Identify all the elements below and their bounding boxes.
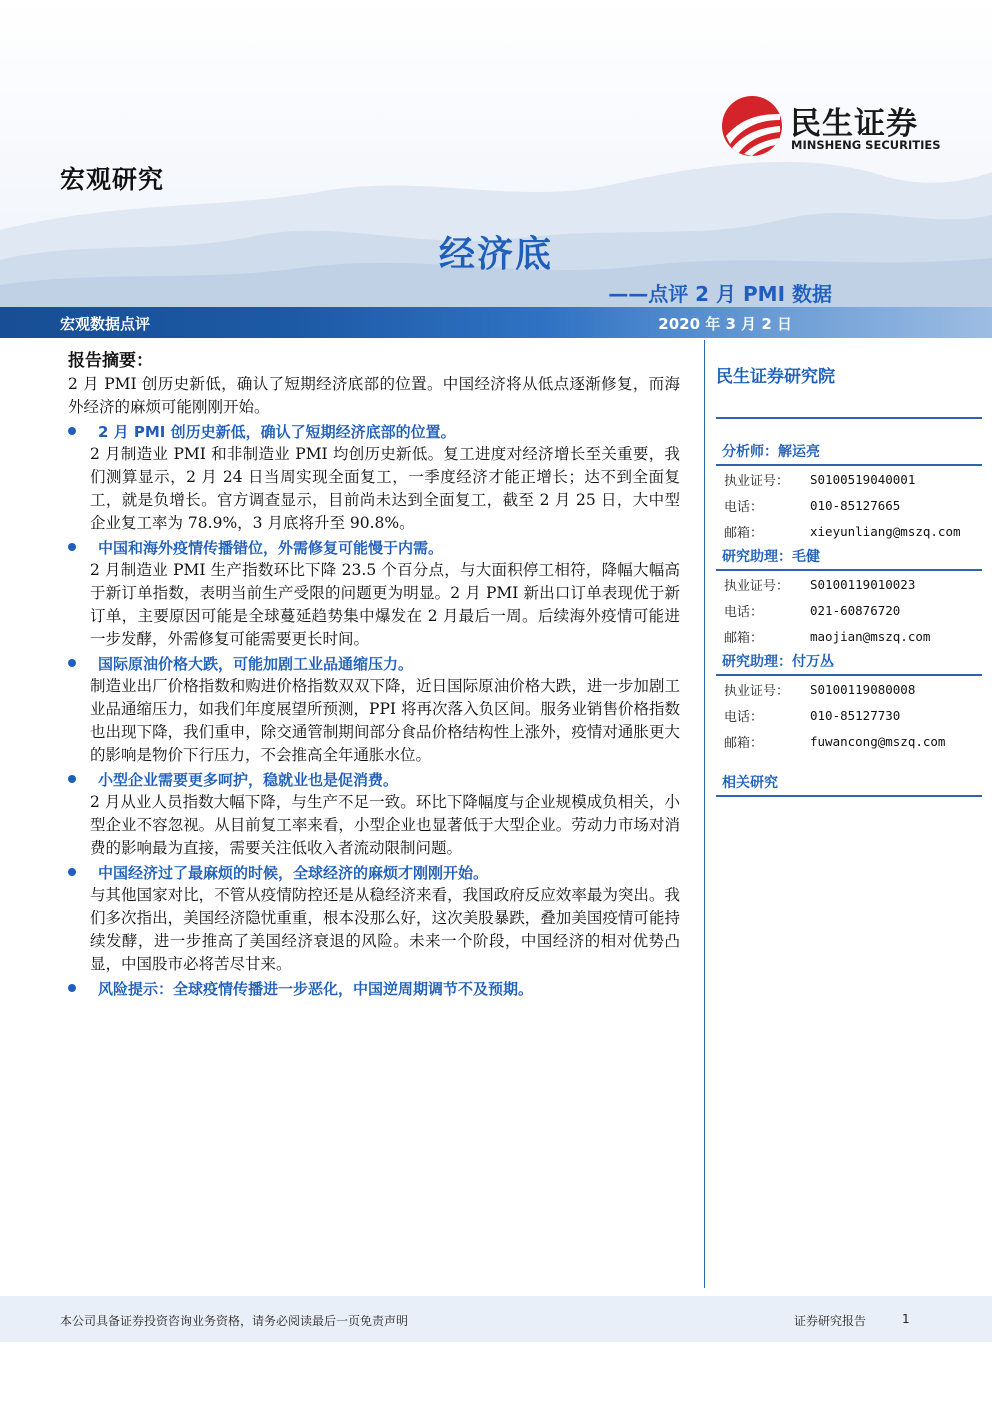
email-link[interactable]: fuwancong@mszq.com bbox=[810, 733, 946, 749]
company-logo bbox=[722, 96, 962, 156]
phone-row: 电话： 010-85127730 bbox=[724, 707, 901, 725]
report-date: 2020 年 3 月 2 日 bbox=[658, 315, 792, 333]
email-link[interactable]: xieyunliang@mszq.com bbox=[810, 523, 961, 539]
bullet-dot-icon bbox=[68, 984, 76, 992]
analyst-block bbox=[716, 546, 982, 649]
analyst-name: 研究助理：毛健 bbox=[716, 546, 982, 571]
email-row: 邮箱： maojian@mszq.com bbox=[724, 628, 931, 646]
bullet-body: 2 月从业人员指数大幅下降，与生产不足一致。环比下降幅度与企业规模成负相关，小型企业不容忽视。从目前复工率来看，小型企业也显著低于大型企业。劳动力市场对消费的影响最为直接，需要关注低收入者流动限制问题。 bbox=[90, 793, 680, 857]
cert-row: 执业证号： S0100119010023 bbox=[724, 576, 916, 594]
spacer bbox=[716, 756, 982, 772]
analyst-name: 研究助理：付万丛 bbox=[716, 651, 982, 676]
report-type-label: 宏观数据点评 bbox=[60, 315, 151, 333]
bullet-heading: 中国和海外疫情传播错位，外需修复可能慢于内需。 bbox=[68, 535, 680, 559]
bullet-heading: 小型企业需要更多呵护，稳就业也是促消费。 bbox=[68, 767, 680, 791]
email-row: 邮箱： fuwancong@mszq.com bbox=[724, 733, 946, 751]
bullet-heading: 国际原油价格大跌，可能加剧工业品通缩压力。 bbox=[68, 651, 680, 675]
bullet-heading: 中国经济过了最麻烦的时候，全球经济的麻烦才刚刚开始。 bbox=[68, 860, 680, 884]
phone-row: 电话： 010-85127665 bbox=[724, 497, 901, 515]
bullet-body: 2 月制造业 PMI 和非制造业 PMI 均创历史新低。复工进度对经济增长至关重要，我们测算显示，2 月 24 日当周实现全面复工，一季度经济才能正增长；达不到全面复工，就是负增长。官方调查显示，目前尚未达到全面复工，截至 2 月 25 日，大中型企业复工率为 78.9%，3 月底将升至 90.8%。 bbox=[90, 445, 680, 532]
email-link[interactable]: maojian@mszq.com bbox=[810, 628, 931, 644]
email-row: 邮箱： xieyunliang@mszq.com bbox=[724, 523, 961, 541]
analyst-block bbox=[716, 441, 982, 544]
bullet-dot-icon bbox=[68, 659, 76, 667]
bullet-dot-icon bbox=[68, 775, 76, 783]
cert-row: 执业证号： S0100119080008 bbox=[724, 681, 916, 699]
bullet-dot-icon bbox=[68, 868, 76, 876]
bullet-body: 制造业出厂价格指数和购进价格指数双双下降，近日国际原油价格大跌，进一步加剧工业品通缩压力，如我们年度展望所预测，PPI 将再次落入负区间。服务业销售价格指数也出现下降，我们重申，除交通管制期间部分食品价格结构性上涨外，疫情对通胀更大的影响是物价下行压力，不会推高全年通胀水位。 bbox=[90, 677, 680, 764]
report-subtitle: ——点评 2 月 PMI 数据 bbox=[608, 282, 832, 306]
report-title: 经济底 bbox=[438, 234, 553, 275]
logo-chinese-name: 民生证券 bbox=[790, 106, 918, 142]
footer-disclaimer: 本公司具备证券投资咨询业务资格，请务必阅读最后一页免责声明 bbox=[60, 1314, 409, 1328]
phone-row: 电话： 021-60876720 bbox=[724, 602, 901, 620]
logo-english-name: MINSHENG SECURITIES bbox=[791, 138, 941, 152]
column-divider bbox=[704, 340, 705, 1288]
logo-mark-icon bbox=[722, 96, 782, 156]
bullet-dot-icon bbox=[68, 543, 76, 551]
report-category: 宏观研究 bbox=[60, 165, 165, 194]
bullet-body: 与其他国家对比，不管从疫情防控还是从稳经济来看，我国政府反应效率最为突出。我们多次指出，美国经济隐忧重重，根本没那么好，这次美股暴跌，叠加美国疫情可能持续发酵，进一步推高了美国经济衰退的风险。未来一个阶段，中国经济的相对优势凸显，中国股市必将苦尽甘来。 bbox=[90, 886, 680, 973]
analyst-name: 分析师：解运亮 bbox=[716, 441, 982, 466]
related-research-heading: 相关研究 bbox=[716, 772, 982, 797]
institute-name: 民生证券研究院 bbox=[716, 367, 835, 387]
risk-warning: 风险提示：全球疫情传播进一步恶化，中国逆周期调节不及预期。 bbox=[68, 976, 680, 1000]
abstract-intro: 2 月 PMI 创历史新低，确认了短期经济底部的位置。中国经济将从低点逐渐修复，而海外经济的麻烦可能刚刚开始。 bbox=[68, 375, 680, 416]
bullet-heading: 2 月 PMI 创历史新低，确认了短期经济底部的位置。 bbox=[68, 419, 680, 443]
abstract-label: 报告摘要： bbox=[68, 351, 153, 371]
abstract-section bbox=[68, 346, 680, 1000]
bullet-dot-icon bbox=[68, 427, 76, 435]
page-number: 1 bbox=[902, 1312, 910, 1326]
cert-row: 执业证号： S0100519040001 bbox=[724, 471, 916, 489]
bullet-body: 2 月制造业 PMI 生产指数环比下降 23.5 个百分点，与大面积停工相符，降幅大幅高于新订单指数，表明当前生产受限的问题更为明显。2 月 PMI 新出口订单表现优于新订单，主要原因可能是全球蔓延趋势集中爆发在 2 月最后一周。后续海外疫情可能进一步发酵，外需修复可能需要更长时间。 bbox=[90, 561, 680, 648]
analyst-block bbox=[716, 651, 982, 754]
sidebar bbox=[716, 352, 982, 797]
sidebar-divider bbox=[716, 417, 982, 441]
footer-report-type: 证券研究报告 bbox=[794, 1314, 867, 1328]
